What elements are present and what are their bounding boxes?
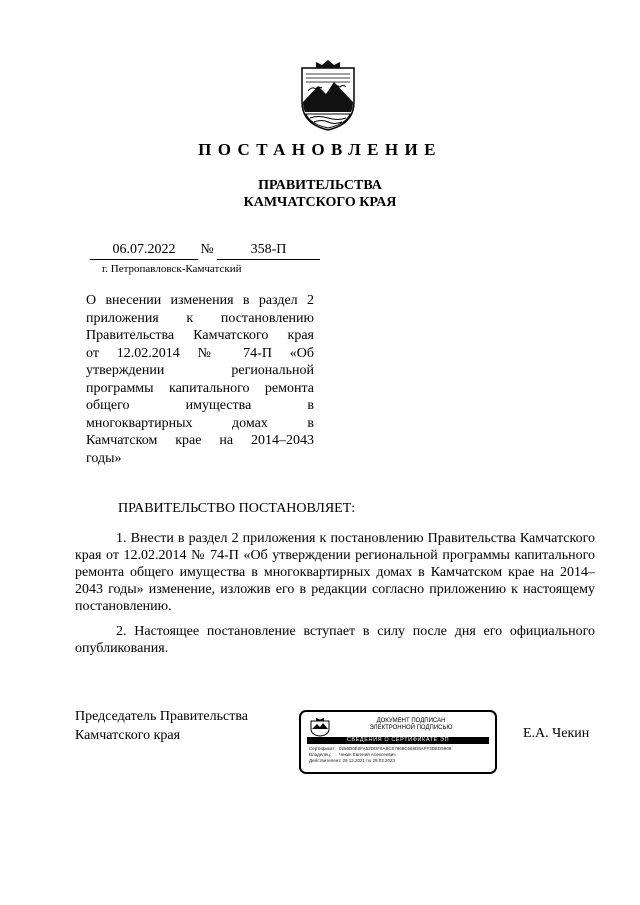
stamp-emblem-icon bbox=[309, 717, 331, 737]
subject-line: Правительства Камчатского края bbox=[86, 328, 314, 343]
stamp-row-value: 0256D0E0FA52DDF8ABC07868C568D8AFF3DED5909 bbox=[339, 746, 452, 751]
authority-line-1: ПРАВИТЕЛЬСТВА bbox=[258, 178, 382, 193]
number-sign: № bbox=[200, 242, 214, 257]
signer-name: Е.А. Чекин bbox=[523, 726, 590, 741]
issuing-authority bbox=[0, 177, 640, 211]
stamp-row-key: Действителен: bbox=[309, 758, 340, 763]
stamp-row-validity bbox=[309, 758, 395, 763]
signatory-position bbox=[75, 707, 248, 745]
stamp-row-certificate bbox=[309, 746, 451, 751]
subject-line: приложения к постановлению bbox=[86, 310, 314, 326]
coat-of-arms-emblem bbox=[296, 58, 360, 132]
paragraph-1: 1. Внести в раздел 2 приложения к постановлению Правительства Камчатского края от 12.02.2014 № 74-П «Об утверждении региональной программы капитального ремонта общего имущества в многоквартирных домах в Камчатском крае на 2014–2043 годы» изменение, изложив его в редакции согласно приложению к настоящему постановлению. bbox=[75, 531, 595, 614]
subject-line: многоквартирных домах в bbox=[86, 415, 314, 431]
subject-line: Камчатском крае на 2014–2043 bbox=[86, 433, 314, 448]
document-type-title: ПОСТАНОВЛЕНИЕ bbox=[198, 140, 442, 159]
city-name: г. Петропавловск-Камчатский bbox=[102, 263, 242, 275]
position-line-2: Камчатского края bbox=[75, 728, 181, 743]
subject-line: годы» bbox=[86, 450, 122, 466]
document-number: 358-П bbox=[217, 241, 320, 260]
document-subject bbox=[86, 292, 314, 467]
stamp-certificate-bar: СВЕДЕНИЯ О СЕРТИФИКАТЕ ЭП bbox=[307, 737, 489, 744]
position-line-1: Председатель Правительства bbox=[75, 709, 248, 724]
subject-line: общего имущества в bbox=[86, 398, 314, 413]
stamp-row-value: Чекин Евгений Алексеевич bbox=[339, 752, 396, 757]
stamp-row-key: Сертификат: bbox=[309, 746, 336, 751]
stamp-header bbox=[335, 718, 487, 732]
stamp-row-value: с 29.12.2021 по 29.03.2023 bbox=[339, 758, 395, 763]
subject-line: О внесении изменения в раздел 2 bbox=[86, 293, 314, 308]
resolves-heading: ПРАВИТЕЛЬСТВО ПОСТАНОВЛЯЕТ: bbox=[118, 501, 356, 516]
stamp-row-key: Владелец: bbox=[309, 752, 332, 757]
subject-line: программы капитального ремонта bbox=[86, 380, 314, 396]
subject-line: утверждении региональной bbox=[86, 363, 314, 378]
subject-line: от 12.02.2014 № 74-П «Об bbox=[86, 345, 314, 361]
stamp-header-line-1: ДОКУМЕНТ ПОДПИСАН bbox=[376, 718, 446, 724]
document-date: 06.07.2022 bbox=[90, 241, 198, 260]
stamp-row-owner bbox=[309, 752, 396, 757]
paragraph-2: 2. Настоящее постановление вступает в силу после дня его официального опубликования. bbox=[75, 624, 595, 656]
electronic-signature-stamp bbox=[299, 710, 497, 774]
authority-line-2: КАМЧАТСКОГО КРАЯ bbox=[243, 195, 397, 210]
stamp-header-line-2: ЭЛЕКТРОННОЙ ПОДПИСЬЮ bbox=[369, 725, 453, 731]
